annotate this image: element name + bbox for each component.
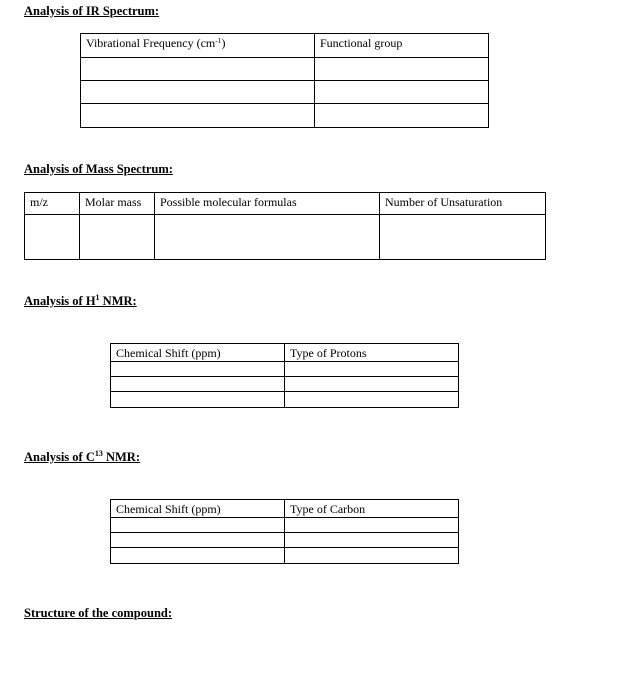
c-nmr-cell[interactable] xyxy=(111,533,285,548)
ir-table xyxy=(80,33,489,128)
mass-cell[interactable] xyxy=(80,215,155,260)
h-nmr-cell[interactable] xyxy=(111,362,285,377)
mass-cell[interactable] xyxy=(155,215,380,260)
mass-header-unsaturation: Number of Unsaturation xyxy=(380,193,546,215)
mass-table xyxy=(24,192,546,260)
ir-section-title: Analysis of IR Spectrum: xyxy=(24,4,160,18)
ir-header-functional-group: Functional group xyxy=(315,34,489,58)
h-nmr-section-title: Analysis of $H^1$ NMR: xyxy=(24,293,137,308)
table-row xyxy=(111,377,459,392)
ir-cell[interactable] xyxy=(81,58,315,81)
ir-cell[interactable] xyxy=(315,81,489,104)
ir-cell[interactable] xyxy=(81,81,315,104)
c-nmr-header-shift: Chemical Shift (ppm) xyxy=(111,500,285,518)
h-nmr-cell[interactable] xyxy=(285,362,459,377)
h-nmr-table xyxy=(110,343,459,408)
mass-header-molar-mass: Molar mass xyxy=(80,193,155,215)
structure-section-title: Structure of the compound: xyxy=(24,606,173,620)
mass-cell[interactable] xyxy=(380,215,546,260)
ir-cell[interactable] xyxy=(81,104,315,128)
mass-header-mz: m/z xyxy=(25,193,80,215)
c-nmr-cell[interactable] xyxy=(111,548,285,564)
table-row xyxy=(111,392,459,408)
c-nmr-cell[interactable] xyxy=(285,518,459,533)
table-row xyxy=(111,518,459,533)
mass-cell[interactable] xyxy=(25,215,80,260)
ir-cell[interactable] xyxy=(315,58,489,81)
h-nmr-cell[interactable] xyxy=(285,392,459,408)
mass-section-title: Analysis of Mass Spectrum: xyxy=(24,162,173,176)
h-nmr-cell[interactable] xyxy=(111,392,285,408)
table-row xyxy=(81,81,489,104)
c-nmr-section-title: Analysis of $C^{13}$ NMR: xyxy=(24,449,140,464)
table-row xyxy=(111,533,459,548)
h-nmr-header-protons: Type of Protons xyxy=(285,344,459,362)
c-nmr-cell[interactable] xyxy=(111,518,285,533)
table-row xyxy=(25,215,546,260)
mass-header-formulas: Possible molecular formulas xyxy=(155,193,380,215)
c-nmr-cell[interactable] xyxy=(285,548,459,564)
h-nmr-cell[interactable] xyxy=(111,377,285,392)
h-nmr-cell[interactable] xyxy=(285,377,459,392)
c-nmr-table xyxy=(110,499,459,564)
h-nmr-header-shift: Chemical Shift (ppm) xyxy=(111,344,285,362)
ir-cell[interactable] xyxy=(315,104,489,128)
table-row xyxy=(81,104,489,128)
ir-header-frequency: Vibrational Frequency $(cm^{-1})$ xyxy=(81,34,315,58)
c-nmr-cell[interactable] xyxy=(285,533,459,548)
table-row xyxy=(81,58,489,81)
table-row xyxy=(111,362,459,377)
table-row xyxy=(111,548,459,564)
c-nmr-header-carbon: Type of Carbon xyxy=(285,500,459,518)
